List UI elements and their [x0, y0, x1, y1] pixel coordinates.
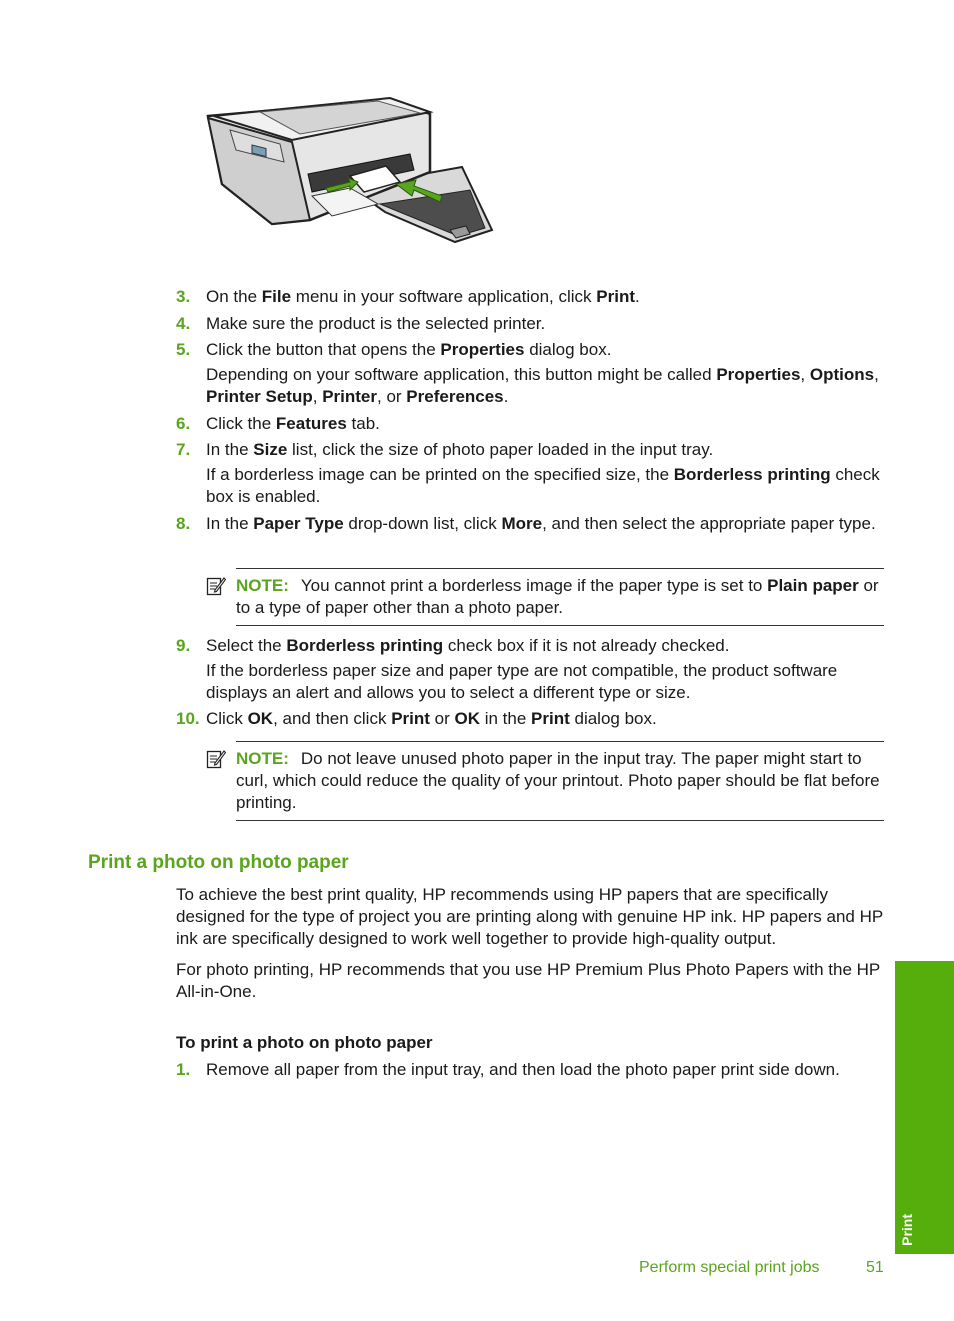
step-10 [176, 708, 886, 730]
text-run: In the [206, 514, 254, 533]
step-3 [176, 286, 886, 308]
step-number: 3. [176, 287, 191, 306]
step-paragraph [206, 364, 886, 408]
bold-term: Print [531, 709, 570, 728]
step-number: 10. [176, 709, 200, 728]
text-run: , [874, 365, 879, 384]
note-text [236, 576, 879, 617]
text-run: in the [479, 709, 532, 728]
page-number: 51 [866, 1259, 884, 1276]
text-run: . [503, 387, 509, 406]
bold-term: Options [809, 365, 875, 384]
step-paragraph [206, 413, 886, 435]
bold-term: Printer Setup [206, 387, 313, 406]
text-run: If a borderless image can be printed on the specified size, the [206, 465, 674, 484]
bold-term: More [501, 514, 543, 533]
footer-chapter-title: Perform special print jobs [639, 1259, 820, 1276]
bold-term: Properties [716, 365, 801, 384]
step-paragraph [206, 286, 886, 308]
bold-term: Print [596, 287, 635, 306]
note-icon [206, 748, 226, 770]
note-box [236, 741, 884, 821]
bold-term: Size [253, 440, 288, 459]
step-paragraph [206, 313, 886, 335]
step-text [206, 708, 886, 730]
step-6 [176, 413, 886, 435]
step-text [206, 339, 886, 408]
text-run: In the [206, 440, 254, 459]
note-text [236, 749, 880, 812]
text-run: Depending on your software application, this button might be called [206, 365, 717, 384]
text-run: You cannot print a borderless image if the paper type is set to [300, 576, 768, 595]
bold-term: Features [275, 414, 347, 433]
step-text [206, 313, 886, 335]
text-run: dialog box. [524, 340, 612, 359]
text-run: , [800, 365, 810, 384]
bold-term: Printer [322, 387, 377, 406]
text-run: Click the button that opens the [206, 340, 441, 359]
step-paragraph [206, 1059, 886, 1081]
bold-term: OK [247, 709, 274, 728]
step-4 [176, 313, 886, 335]
text-run: Do not leave unused photo paper in the input tray. The paper might start to curl, which could reduce the quality of your printout. Photo paper should be flat before printing. [236, 749, 880, 812]
step-5 [176, 339, 886, 408]
note-box [236, 568, 884, 626]
step-number: 6. [176, 414, 191, 433]
step-8 [176, 513, 886, 535]
text-run: Remove all paper from the input tray, and then load the photo paper print side down. [206, 1060, 840, 1079]
step-text [206, 413, 886, 435]
text-run: Click [206, 709, 248, 728]
text-run: , and then click [273, 709, 392, 728]
step-paragraph [206, 708, 886, 730]
step-number: 1. [176, 1060, 191, 1079]
text-run: Select the [206, 636, 287, 655]
text-run: menu in your software application, click [291, 287, 597, 306]
body-paragraph: For photo printing, HP recommends that you use HP Premium Plus Photo Papers with the HP All-in-One. [176, 960, 880, 1001]
text-run: Make sure the product is the selected printer. [206, 314, 546, 333]
step-number: 7. [176, 440, 191, 459]
step-paragraph [206, 464, 886, 508]
step-paragraph [206, 635, 886, 657]
step-text [206, 1059, 886, 1081]
step-paragraph [206, 660, 886, 704]
step-9 [176, 635, 886, 704]
step-7 [176, 439, 886, 508]
text-run: If the borderless paper size and paper type are not compatible, the product software displays an alert and allows you to select a different type or size. [206, 661, 838, 702]
bold-term: Properties [440, 340, 525, 359]
chapter-tab-label: Print [899, 1214, 915, 1246]
text-run: tab. [346, 414, 380, 433]
step-paragraph [206, 513, 886, 535]
text-run: or to a type of paper other than a photo paper. [236, 576, 879, 617]
bold-term: Borderless printing [286, 636, 444, 655]
body-paragraph: To achieve the best print quality, HP recommends using HP papers that are specifically designed for the type of project you are printing along with genuine HP ink. HP papers and HP ink are specifically designed to work well together to provide high-quality output. [176, 885, 883, 948]
text-run: , [312, 387, 323, 406]
text-run: Click the [206, 414, 276, 433]
text-run: or [429, 709, 455, 728]
procedure-heading: To print a photo on photo paper [176, 1033, 433, 1052]
text-run: list, click the size of photo paper loaded in the input tray. [287, 440, 714, 459]
text-run: , and then select the appropriate paper type. [542, 514, 876, 533]
step-number: 8. [176, 514, 191, 533]
note-label: NOTE: [236, 576, 289, 595]
step-1 [176, 1059, 886, 1081]
text-run: On the [206, 287, 262, 306]
bold-term: Print [391, 709, 430, 728]
text-run: . [635, 287, 640, 306]
text-run: check box is enabled. [206, 465, 880, 506]
step-paragraph [206, 339, 886, 361]
text-run: , or [377, 387, 407, 406]
text-run: drop-down list, click [343, 514, 502, 533]
bold-term: Preferences [406, 387, 504, 406]
step-number: 9. [176, 636, 191, 655]
chapter-side-tab [895, 961, 954, 1254]
bold-term: OK [454, 709, 480, 728]
step-number: 4. [176, 314, 191, 333]
section-heading: Print a photo on photo paper [88, 852, 349, 873]
bold-term: File [261, 287, 292, 306]
step-text [206, 635, 886, 704]
step-text [206, 513, 886, 535]
bold-term: Borderless printing [673, 465, 831, 484]
step-number: 5. [176, 340, 191, 359]
step-text [206, 439, 886, 508]
step-paragraph [206, 439, 886, 461]
text-run: dialog box. [569, 709, 657, 728]
bold-term: Paper Type [253, 514, 344, 533]
bold-term: Plain paper [767, 576, 859, 595]
note-label: NOTE: [236, 749, 289, 768]
note-icon [206, 575, 226, 597]
text-run: check box if it is not already checked. [443, 636, 730, 655]
printer-illustration [200, 92, 500, 252]
step-text [206, 286, 886, 308]
